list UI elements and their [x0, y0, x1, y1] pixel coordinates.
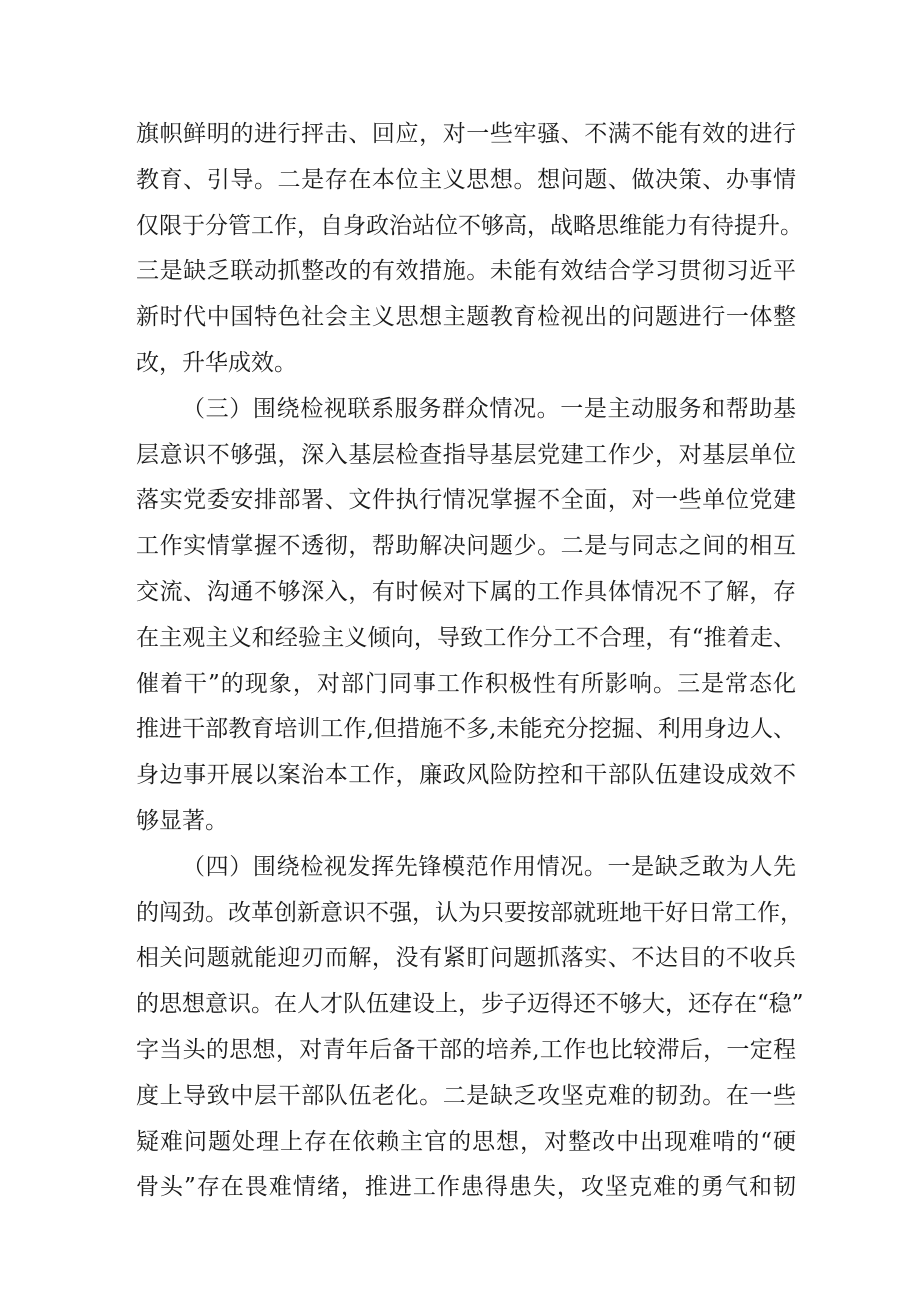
text-line: 字当头的思想，对青年后备干部的培养,工作也比较滞后，一定程: [136, 1036, 796, 1063]
text-line: 身边事开展以案治本工作，廉政风险防控和干部队伍建设成效不: [136, 762, 796, 789]
text-line: 新时代中国特色社会主义思想主题教育检视出的问题进行一体整: [136, 304, 796, 331]
text-line: 旗帜鲜明的进行抨击、回应，对一些牢骚、不满不能有效的进行: [136, 121, 796, 147]
text-line: 落实党委安排部署、文件执行情况掌握不全面，对一些单位党建: [136, 487, 796, 514]
text-line: 够显著。: [136, 807, 228, 834]
text-line: 仅限于分管工作，自身政治站位不够高，战略思维能力有待提升。: [136, 212, 803, 239]
text-line: 相关问题就能迎刃而解，没有紧盯问题抓落实、不达目的不收兵: [136, 945, 796, 972]
text-line: 在主观主义和经验主义倾向，导致工作分工不合理，有“推着走、: [136, 624, 796, 651]
text-line: 工作实情掌握不透彻，帮助解决问题少。二是与同志之间的相互: [136, 533, 796, 560]
body-text: [136, 112, 804, 1211]
text-line: 的思想意识。在人才队伍建设上，步子迈得还不够大，还存在“稳”: [136, 991, 804, 1018]
section-heading-line: （四）围绕检视发挥先锋模范作用情况。一是缺乏敢为人先: [182, 853, 796, 880]
text-line: 交流、沟通不够深入，有时候对下属的工作具体情况不了解，存: [136, 578, 796, 605]
text-line: 改，升华成效。: [136, 349, 297, 376]
text-line: 三是缺乏联动抓整改的有效措施。未能有效结合学习贯彻习近平: [136, 258, 796, 285]
text-line: 度上导致中层干部队伍老化。二是缺乏攻坚克难的韧劲。在一些: [136, 1082, 796, 1109]
text-line: 催着干”的现象，对部门同事工作积极性有所影响。三是常态化: [136, 670, 796, 697]
text-line: 骨头”存在畏难情绪，推进工作患得患失，攻坚克难的勇气和韧: [136, 1174, 796, 1201]
text-line: 层意识不够强，深入基层检查指导基层党建工作少，对基层单位: [136, 441, 796, 468]
text-line: 疑难问题处理上存在依赖主官的思想，对整改中出现难啃的“硬: [136, 1128, 796, 1155]
text-line: 的闯劲。改革创新意识不强，认为只要按部就班地干好日常工作，: [136, 899, 803, 926]
text-line: 推进干部教育培训工作,但措施不多,未能充分挖掘、利用身边人、: [136, 716, 796, 743]
text-line: 教育、引导。二是存在本位主义思想。想问题、做决策、办事情: [136, 166, 796, 193]
section-heading-line: （三）围绕检视联系服务群众情况。一是主动服务和帮助基: [182, 395, 796, 422]
